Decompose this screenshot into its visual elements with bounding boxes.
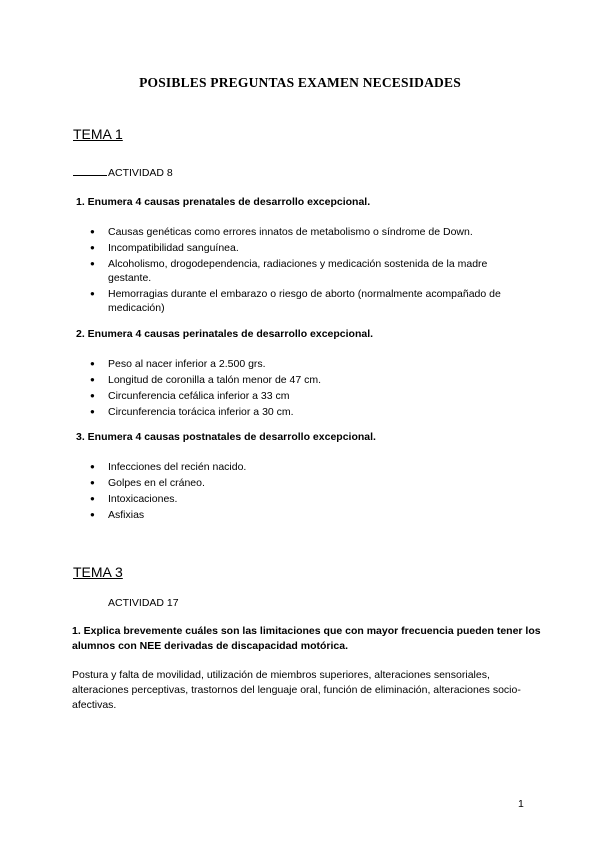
tema-3-heading: TEMA 3 [73, 564, 123, 580]
actividad-8-label: ACTIVIDAD 8 [108, 167, 173, 179]
list-item: ● Circunferencia cefálica inferior a 33 cm [90, 389, 530, 403]
list-item: ● Longitud de coronilla a talón menor de 47 cm. [90, 373, 530, 387]
question-discapacidad-motorica: 1. Explica brevemente cuáles son las limitaciones que con mayor frecuencia pueden tener los alumnos con NEE derivadas de discapacidad motórica. [72, 625, 541, 652]
actividad-17-label: ACTIVIDAD 17 [108, 597, 179, 609]
document-title: POSIBLES PREGUNTAS EXAMEN NECESIDADES [139, 75, 461, 90]
question-perinatales: 2. Enumera 4 causas perinatales de desarrollo excepcional. [76, 328, 374, 340]
question-postnatales: 3. Enumera 4 causas postnatales de desarrollo excepcional. [76, 431, 376, 443]
question-prenatales: 1. Enumera 4 causas prenatales de desarrollo excepcional. [76, 196, 371, 208]
list-item: ● Circunferencia torácica inferior a 30 cm. [90, 405, 530, 419]
list-item: ● Causas genéticas como errores innatos de metabolismo o síndrome de Down. [90, 225, 530, 239]
list-perinatales [90, 357, 530, 421]
list-item: ● Incompatibilidad sanguínea. [90, 241, 530, 255]
list-item: ● Peso al nacer inferior a 2.500 grs. [90, 357, 530, 371]
list-postnatales [90, 460, 530, 524]
list-item: ● Golpes en el cráneo. [90, 476, 530, 490]
underline-blank [73, 166, 107, 176]
list-item: ● Hemorragias durante el embarazo o riesgo de aborto (normalmente acompañado de medicación) [90, 287, 530, 315]
list-item: ● Alcoholismo, drogodependencia, radiaciones y medicación sostenida de la madre gestante. [90, 257, 530, 285]
list-prenatales [90, 225, 530, 317]
list-item: ● Infecciones del recién nacido. [90, 460, 530, 474]
list-item: ● Asfixias [90, 508, 530, 522]
answer-discapacidad-motorica: Postura y falta de movilidad, utilización de miembros superiores, alteraciones sensoriales, alteraciones perceptivas, trastornos del lenguaje oral, función de eliminación, alteraciones socio-afectivas. [72, 669, 521, 711]
tema-1-heading: TEMA 1 [73, 126, 123, 142]
tema-1-actividad [73, 166, 173, 179]
list-item: ● Intoxicaciones. [90, 492, 530, 506]
page-number: 1 [518, 798, 524, 810]
